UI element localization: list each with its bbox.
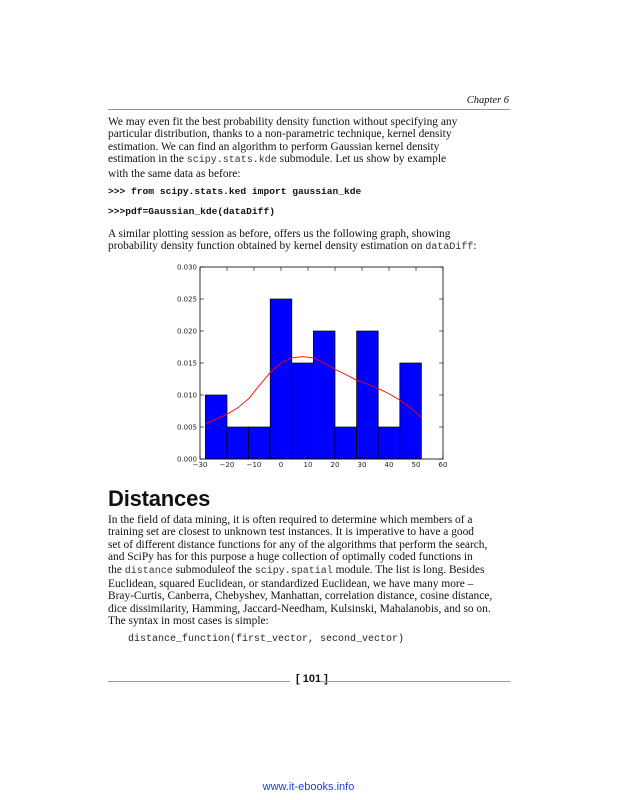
text-line: A similar plotting session as before, offers us the following graph, showing [108, 228, 451, 240]
inline-code: scipy.stats.kde [186, 155, 277, 167]
y-tick-label: 0.005 [176, 423, 197, 432]
text-line: set of different distance functions for any of the algorithms that perform the search, [108, 538, 488, 551]
text-line: and SciPy has for this purpose a huge collection of optimally coded functions in [108, 551, 473, 564]
x-tick-label: 0 [278, 461, 284, 468]
page-number: [ 101 ] [296, 673, 328, 685]
distances-paragraph [108, 514, 513, 628]
text-line: dice dissimilarity, Hamming, Jaccard-Needham, Kulsinski, Mahalanobis, and so on. [108, 602, 491, 615]
text-line: The syntax in most cases is simple: [108, 615, 269, 628]
x-tick-label: 10 [303, 461, 313, 468]
histogram-bar [249, 427, 271, 459]
text-line: In the field of data mining, it is often required to determine which members of a [108, 514, 473, 526]
code-line: >>> from scipy.stats.ked import gaussian_kde [108, 186, 362, 197]
y-tick-label: 0.015 [176, 359, 197, 368]
text-line: training set are closest to unknown test instances. It is imperative to have a good [108, 526, 474, 539]
inline-code: scipy.spatial [254, 565, 333, 577]
syntax-code: distance_function(first_vector, second_vector) [128, 634, 405, 645]
histogram-bar [205, 395, 227, 459]
x-tick-label: 40 [384, 461, 394, 468]
histogram-bar [270, 299, 292, 459]
inline-code: dataDiff [425, 242, 474, 254]
text-line: Euclidean, squared Euclidean, or standardized Euclidean, we have many more – [108, 578, 474, 591]
y-tick-label: 0.025 [176, 295, 197, 304]
code-line: >>>pdf=Gaussian_kde(dataDiff) [108, 206, 275, 217]
text-line: We may even fit the best probability density function without specifying any [108, 116, 458, 128]
text-line: Bray-Curtis, Canberra, Chebyshev, Manhattan, correlation distance, cosine distance, [108, 590, 493, 603]
x-tick-label: −30 [192, 461, 208, 468]
text-line: with the same data as before: [108, 167, 241, 180]
histogram-bar [292, 363, 314, 459]
inline-code: distance [124, 565, 173, 577]
x-tick-label: −20 [219, 461, 235, 468]
text-line: particular distribution, thanks to a non-parametric technique, kernel density [108, 128, 452, 141]
text-line: probability density function obtained by kernel density estimation on dataDiff: [108, 240, 477, 254]
histogram-bar [400, 363, 422, 459]
x-tick-label: −10 [246, 461, 262, 468]
text-line: estimation in the scipy.stats.kde submodule. Let us show by example [108, 153, 447, 167]
y-tick-label: 0.000 [176, 455, 197, 464]
x-tick-label: 60 [438, 461, 448, 468]
text-line: estimation. We can find an algorithm to perform Gaussian kernel density [108, 140, 440, 153]
y-tick-label: 0.020 [176, 327, 197, 336]
y-tick-label: 0.030 [176, 263, 197, 272]
y-tick-label: 0.010 [176, 391, 197, 400]
x-tick-label: 50 [411, 461, 421, 468]
site-link[interactable]: www.it-ebooks.info [262, 781, 355, 793]
footer-rule-left [108, 681, 290, 682]
running-head: Chapter 6 [466, 95, 509, 106]
x-tick-label: 30 [357, 461, 367, 468]
histogram-bar [227, 427, 249, 459]
histogram-bar [313, 331, 335, 459]
histogram-chart [150, 258, 460, 468]
footer-rule-right [320, 681, 510, 682]
graph-paragraph [108, 228, 513, 255]
intro-paragraph [108, 116, 513, 180]
histogram-bar [335, 427, 357, 459]
section-heading: Distances [108, 486, 211, 511]
histogram-bar [378, 427, 400, 459]
text-line: the distance submoduleof the scipy.spatial module. The list is long. Besides [108, 563, 485, 577]
header-rule [108, 109, 510, 110]
x-tick-label: 20 [330, 461, 340, 468]
histogram-bar [357, 331, 379, 459]
